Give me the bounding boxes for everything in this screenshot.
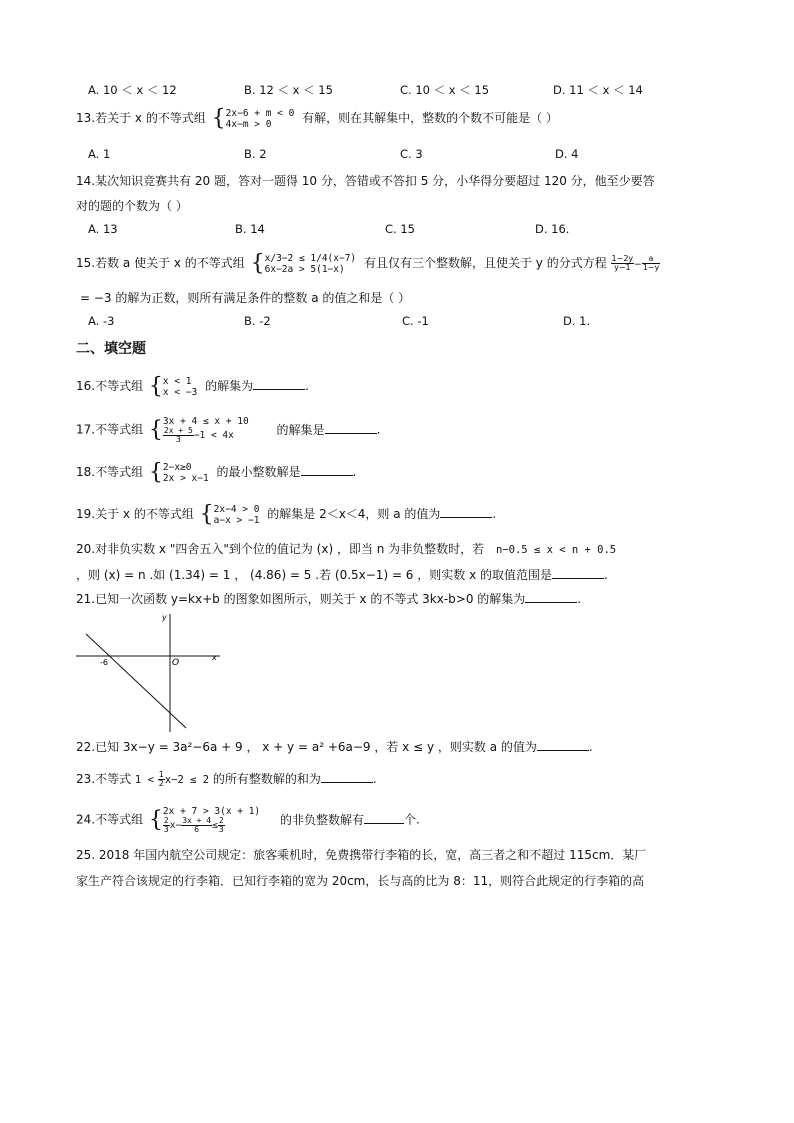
q25-line2: 家生产符合该规定的行李箱．已知行李箱的宽为 20cm，长与高的比为 8：11，则符合此规定的行李箱的高 <box>76 874 645 888</box>
q16-prefix: 16.不等式组 <box>76 379 144 393</box>
q17-answer-blank[interactable] <box>325 421 377 434</box>
q18-line2: 2x > x−1 <box>162 472 209 484</box>
origin-label: O <box>172 658 180 668</box>
q13-option-a: A. 1 <box>88 147 111 161</box>
q17-line2: −1 < 4x <box>193 430 234 441</box>
q19-suffix: 的解集是 2＜x＜4，则 a 的值为 <box>267 507 441 521</box>
q23-suffix: 的所有整数解的和为 <box>212 772 321 786</box>
q20-text-b: ，则 (x) = n .如 (1.34) = 1 ， (4.86) = 5 .若 (0.5x−1) = 6 ，则实数 x 的取值范围是 <box>76 568 552 582</box>
section-title: 二、填空题 <box>76 341 146 357</box>
x-intercept-label: -6 <box>100 658 108 667</box>
q21-function-graph <box>74 610 224 736</box>
q24-system: {2x + 7 > 3(x + 1) $\frac{2}{3}$ x− $\frac{3x + 4}{6}$ ≤ $\frac{2}{3}$ <box>148 806 261 834</box>
q14-line2: 对的题的个数为（ ） <box>76 199 188 213</box>
q17-prefix: 17.不等式组 <box>76 422 144 437</box>
q13-line2: 4x−m > 0 <box>225 118 272 130</box>
question-18: 18.不等式组 {2−x≥0 2x > x−1 的最小整数解是 . <box>76 460 357 485</box>
q12-option-d: D. 11 ＜ x ＜ 14 <box>553 83 643 97</box>
q13-prefix: 13.若关于 x 的不等式组 <box>76 111 206 125</box>
q18-line1: 2−x≥0 <box>162 461 192 473</box>
q12-option-b: B. 12 ＜ x ＜ 15 <box>244 83 333 97</box>
q24-suffix-a: 的非负整数解有 <box>279 812 364 827</box>
x-axis-label: x <box>212 653 217 662</box>
q16-line2: x < −3 <box>162 386 198 398</box>
q12-option-a: A. 10 ＜ x ＜ 12 <box>88 83 177 97</box>
q23-prefix: 23.不等式 <box>76 772 132 786</box>
q14-option-d: D. 16. <box>535 222 570 236</box>
q13-option-b: B. 2 <box>244 147 267 161</box>
q23-answer-blank[interactable] <box>321 770 373 783</box>
q15-option-a: A. -3 <box>88 314 115 328</box>
q18-system: {2−x≥0 2x > x−1 <box>148 460 209 485</box>
q14-option-a: A. 13 <box>88 222 118 236</box>
question-24 <box>76 806 420 834</box>
q14-option-c: C. 15 <box>385 222 415 236</box>
q13-option-c: C. 3 <box>400 147 423 161</box>
q24-prefix: 24.不等式组 <box>76 812 144 827</box>
q22-text: 22.已知 3x−y = 3a²−6a + 9 ， x + y = a² +6a−9 ，若 x ≤ y ，则实数 a 的值为 <box>76 740 537 754</box>
q15-frac2: $\frac{a}{1-y}$ <box>642 254 660 272</box>
q19-system: {2x−4 > 0 a−x > −1 <box>199 502 260 527</box>
q19-answer-blank[interactable] <box>440 505 492 518</box>
q15-option-d: D. 1. <box>563 314 591 328</box>
q15-prefix: 15.若数 a 使关于 x 的不等式组 <box>76 256 245 270</box>
q17-line1: 3x + 4 ≤ x + 10 <box>162 416 249 427</box>
q19-line2: a−x > −1 <box>213 514 260 526</box>
q15-sys-line2: 6x−2a > 5(1−x) <box>264 263 345 275</box>
q15-option-c: C. -1 <box>402 314 429 328</box>
q16-answer-blank[interactable] <box>253 377 305 390</box>
q15-sys-line1: x/3−2 ≤ 1/4(x−7) <box>264 252 357 264</box>
q15-frac1: $\frac{1-2y}{y-1}$ <box>611 254 634 272</box>
q15-line2: = −3 的解为正数，则所有满足条件的整数 a 的值之和是（ ） <box>80 291 411 305</box>
q20-text-a: 20.对非负实数 x "四舍五入"到个位的值记为 (x) ，即当 n 为非负整数时，若 <box>76 542 485 556</box>
q15-system: {x/3−2 ≤ 1/4(x−7) 6x−2a > 5(1−x) <box>250 251 357 276</box>
q23-expr-b: x−2 ≤ 2 <box>164 774 210 786</box>
q14-line1: 14.某次知识竞赛共有 20 题，答对一题得 10 分，答错或不答扣 5 分，小华得分要超过 120 分，他至少要答 <box>76 174 655 188</box>
q23-expr-a: 1 < <box>134 774 154 786</box>
q17-system: {3x + 4 ≤ x + 10 $\frac{2x + 5}{3}$ −1 < 4x <box>148 416 249 444</box>
q21-answer-blank[interactable] <box>525 590 577 603</box>
q18-answer-blank[interactable] <box>301 463 353 476</box>
question-13 <box>76 106 558 131</box>
q16-system: {x < 1 x < −3 <box>148 374 198 399</box>
q22-answer-blank[interactable] <box>537 738 589 751</box>
q13-system: {2x−6 + m < 0 4x−m > 0 <box>211 106 295 131</box>
q16-line1: x < 1 <box>162 375 192 387</box>
question-20-line1 <box>76 540 616 557</box>
q17-suffix: 的解集是 <box>276 422 325 437</box>
q15-middle: 有且仅有三个整数解，且使关于 y 的分式方程 <box>363 256 607 270</box>
q15-option-b: B. -2 <box>244 314 271 328</box>
question-20-line2: ，则 (x) = n .如 (1.34) = 1 ， (4.86) = 5 .若 (0.5x−1) = 6 ，则实数 x 的取值范围是 . <box>76 568 608 582</box>
q17-frac: $\frac{2x + 5}{3}$ <box>163 426 193 444</box>
q19-prefix: 19.关于 x 的不等式组 <box>76 507 194 521</box>
q21-text: 21.已知一次函数 y=kx+b 的图象如图所示，则关于 x 的不等式 3kx-b>0 的解集为 <box>76 592 526 606</box>
q24-suffix-b: 个. <box>404 812 420 827</box>
question-23: 23.不等式 1 < $\frac{1}{2}$ x−2 ≤ 2 的所有整数解的和为 . <box>76 770 377 788</box>
q20-answer-blank[interactable] <box>552 566 604 579</box>
question-22: 22.已知 3x−y = 3a²−6a + 9 ， x + y = a² +6a−9 ，若 x ≤ y ，则实数 a 的值为 . <box>76 740 593 754</box>
question-19: 19.关于 x 的不等式组 {2x−4 > 0 a−x > −1 的解集是 2＜x＜4，则 a 的值为 . <box>76 502 497 527</box>
q20-inequality: n−0.5 ≤ x < n + 0.5 <box>496 544 617 556</box>
q18-prefix: 18.不等式组 <box>76 465 144 479</box>
q12-option-c: C. 10 ＜ x ＜ 15 <box>400 83 490 97</box>
q25-line1: 25. 2018 年国内航空公司规定：旅客乘机时，免费携带行李箱的长，宽，高三者之和不超过 115cm．某厂 <box>76 848 647 862</box>
q24-answer-blank[interactable] <box>364 811 404 824</box>
q18-suffix: 的最小整数解是 <box>216 465 301 479</box>
q13-option-d: D. 4 <box>555 147 579 161</box>
q24-line1: 2x + 7 > 3(x + 1) <box>162 806 261 817</box>
q14-option-b: B. 14 <box>235 222 265 236</box>
q23-frac: $\frac{1}{2}$ <box>158 770 164 788</box>
question-21: 21.已知一次函数 y=kx+b 的图象如图所示，则关于 x 的不等式 3kx-b>0 的解集为 . <box>76 592 582 606</box>
question-15: 15.若数 a 使关于 x 的不等式组 {x/3−2 ≤ 1/4(x−7) 6x−2a > 5(1−x) 有且仅有三个整数解，且使关于 y 的分式方程 $\frac{1-2y}{y-1}$ − $\frac{a}{1-y}$ <box>76 251 660 276</box>
q13-suffix: 有解，则在其解集中，整数的个数不可能是（ ） <box>302 111 558 125</box>
q19-line1: 2x−4 > 0 <box>213 503 260 515</box>
y-axis-label: y <box>162 613 167 622</box>
q13-line1: 2x−6 + m < 0 <box>225 107 295 119</box>
function-line <box>86 634 186 728</box>
question-17: 17.不等式组 {3x + 4 ≤ x + 10 $\frac{2x + 5}{3}$ −1 < 4x 的解集是 . <box>76 416 381 444</box>
q16-suffix: 的解集为 <box>205 379 254 393</box>
question-16: 16.不等式组 {x < 1 x < −3 的解集为 . <box>76 374 309 399</box>
